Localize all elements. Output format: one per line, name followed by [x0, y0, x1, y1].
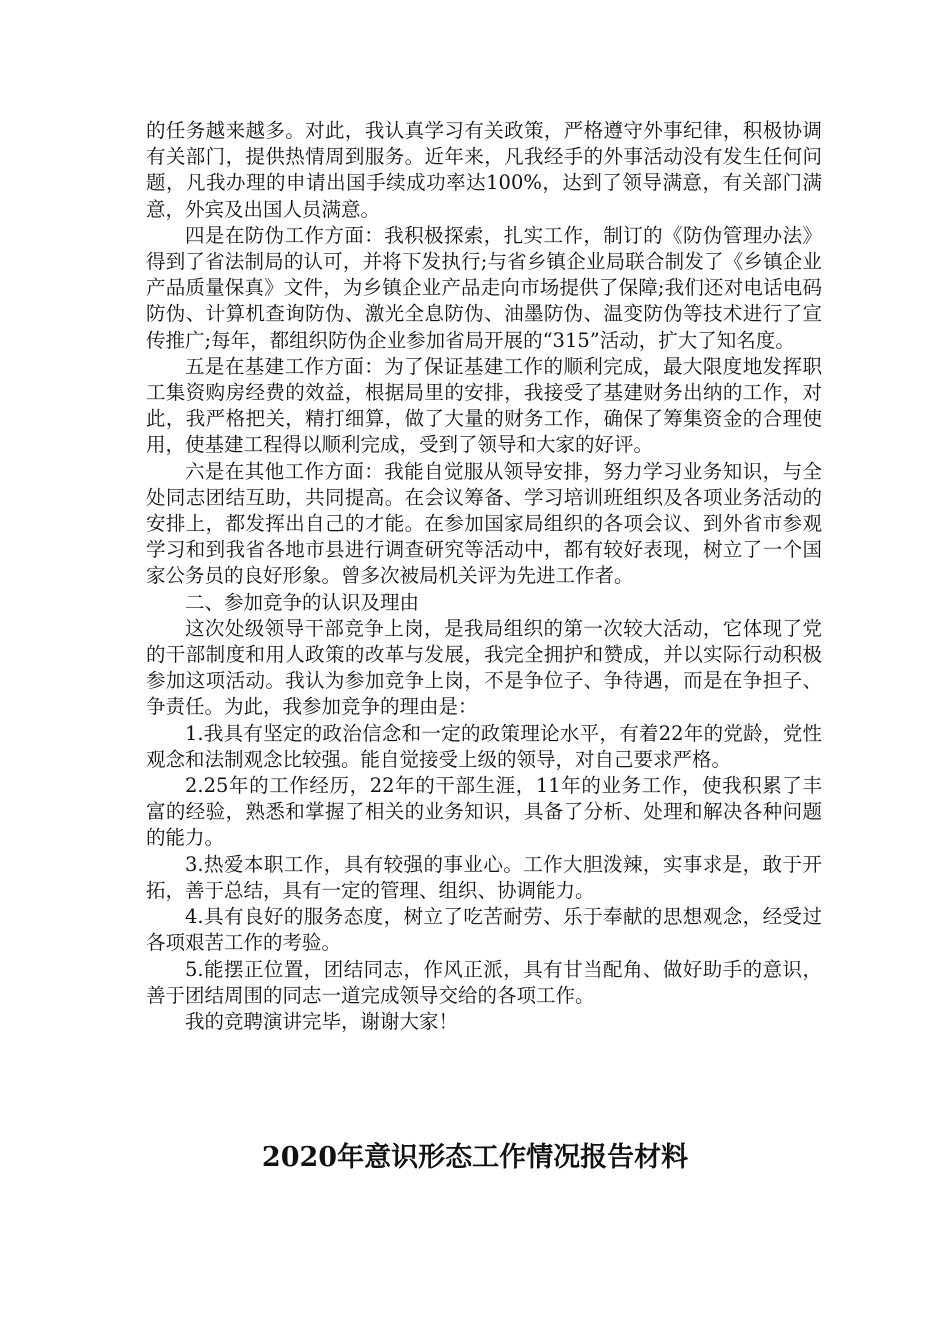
closing-remark: 我的竞聘演讲完毕，谢谢大家！	[185, 1009, 459, 1033]
paragraph-anti-counterfeit: 四是在防伪工作方面：我积极探索，扎实工作，制订的《防伪管理办法》得到了省法制局的认可，并将下发执行;与省乡镇企业局联合制发了《乡镇企业产品质量保真》文件，为乡镇企业产品走向市场提供了保障;我们还对电话电码防伪、计算机查询防伪、激光全息防伪、油墨防伪、温变防伪等技术进行了宣传推广;每年，都组织防伪企业参加省局开展的“315”活动，扩大了知名度。	[146, 223, 822, 352]
next-document-title: 2020年意识形态工作情况报告材料	[261, 1142, 689, 1173]
section-heading-reasons: 二、参加竞争的认识及理由	[185, 590, 420, 614]
paragraph-competition-intro: 这次处级领导干部竞争上岗，是我局组织的第一次较大活动，它体现了党的干部制度和用人政策的改革与发展，我完全拥护和赞成，并以实际行动积极参加这项活动。我认为参加竞争上岗，不是争位子、争待遇，而是在争担子、争责任。为此，我参加竞争的理由是：	[146, 616, 822, 719]
document-body	[146, 118, 822, 1035]
reason-item-5: 5.能摆正位置，团结同志，作风正派，具有甘当配角、做好助手的意识，善于团结周围的同志一道完成领导交给的各项工作。	[146, 957, 822, 1007]
paragraph-other-work: 六是在其他工作方面：我能自觉服从领导安排，努力学习业务知识，与全处同志团结互助，共同提高。在会议筹备、学习培训班组织及各项业务活动的安排上，都发挥出自己的才能。在参加国家局组织的各项会议、到外省市参观学习和到我省各地市县进行调查研究等活动中，都有较好表现，树立了一个国家公务员的良好形象。曾多次被局机关评为先进工作者。	[146, 459, 822, 588]
paragraph-infrastructure: 五是在基建工作方面：为了保证基建工作的顺利完成，最大限度地发挥职工集资购房经费的效益，根据局里的安排，我接受了基建财务出纳的工作，对此，我严格把关，精打细算，做了大量的财务工作，确保了筹集资金的合理使用，使基建工程得以顺利完成，受到了领导和大家的好评。	[146, 354, 822, 457]
paragraph-continuation: 的任务越来越多。对此，我认真学习有关政策，严格遵守外事纪律，积极协调有关部门，提供热情周到服务。近年来，凡我经手的外事活动没有发生任何问题，凡我办理的申请出国手续成功率达100%，达到了领导满意，有关部门满意，外宾及出国人员满意。	[146, 119, 822, 221]
reason-item-3: 3.热爱本职工作，具有较强的事业心。工作大胆泼辣，实事求是，敢于开拓，善于总结，具有一定的管理、组织、协调能力。	[146, 852, 822, 902]
reason-item-2: 2.25年的工作经历，22年的干部生涯，11年的业务工作，使我积累了丰富的经验，熟悉和掌握了相关的业务知识，具备了分析、处理和解决各种问题的能力。	[146, 774, 822, 850]
reason-item-1: 1.我具有坚定的政治信念和一定的政策理论水平，有着22年的党龄，党性观念和法制观念比较强。能自觉接受上级的领导，对自己要求严格。	[146, 721, 822, 771]
reason-item-4: 4.具有良好的服务态度，树立了吃苦耐劳、乐于奉献的思想观念，经受过各项艰苦工作的考验。	[146, 905, 822, 955]
